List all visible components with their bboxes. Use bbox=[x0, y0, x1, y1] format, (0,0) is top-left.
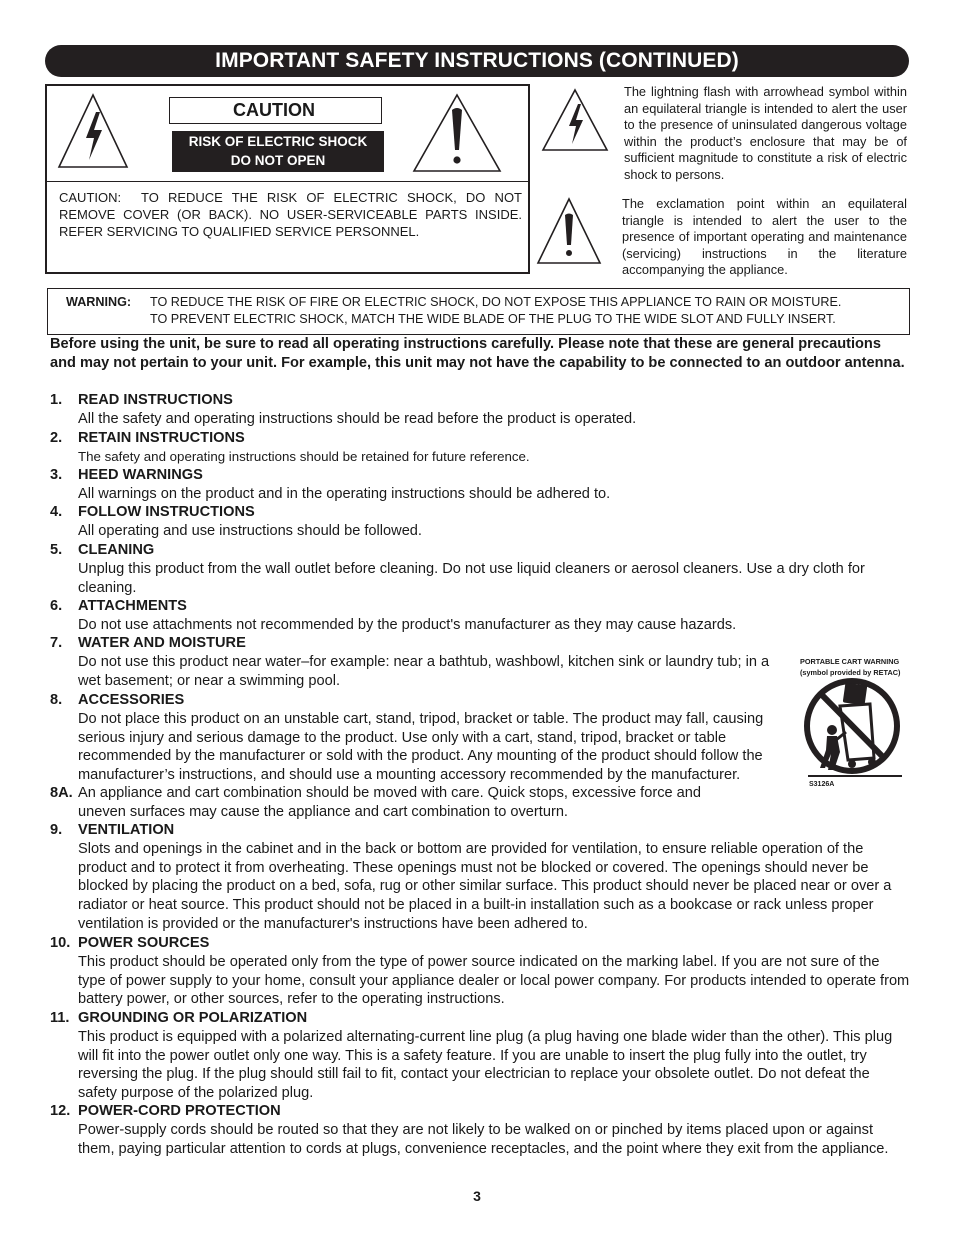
caution-label: CAUTION bbox=[169, 97, 382, 124]
warning-lines bbox=[150, 294, 910, 328]
list-item bbox=[50, 466, 910, 504]
exclamation-warning-icon bbox=[411, 92, 503, 174]
list-item bbox=[50, 821, 910, 934]
item-heading: HEED WARNINGS bbox=[78, 467, 203, 483]
list-item bbox=[50, 1009, 910, 1103]
cart-tipping-icon bbox=[800, 678, 904, 782]
caution-text-lead: CAUTION: bbox=[59, 190, 122, 205]
list-item bbox=[50, 597, 910, 635]
warning-label: WARNING: bbox=[66, 295, 132, 309]
item-number: 8A. bbox=[50, 785, 73, 801]
item-heading: RETAIN INSTRUCTIONS bbox=[78, 430, 245, 446]
shock-banner-line2: DO NOT OPEN bbox=[230, 153, 326, 168]
item-heading: CLEANING bbox=[78, 542, 155, 558]
warning-line-1: TO REDUCE THE RISK OF FIRE OR ELECTRIC SHOCK, DO NOT EXPOSE THIS APPLIANCE TO RAIN OR MOISTURE. bbox=[150, 295, 842, 309]
item-body: An appliance and cart combination should be moved with care. Quick stops, excessive force and uneven surfaces may cause the appliance and cart combination to overturn. bbox=[78, 785, 702, 820]
item-heading: FOLLOW INSTRUCTIONS bbox=[78, 504, 255, 520]
item-number: 5. bbox=[50, 542, 63, 558]
shock-banner bbox=[172, 131, 384, 172]
item-body: This product is equipped with a polarized alternating-current line plug (a plug having one blade wider than the other). This plug will fit into the power outlet only one way. This is a safety feature. If you are unable to insert the plug fully into the outlet, try reversing the plug. If the plug should still fail to fit, contact your electrician to replace your obsolete outlet. Do not defeat the safety purpose of the polarized plug. bbox=[78, 1028, 893, 1102]
item-number: 12. bbox=[50, 1103, 71, 1119]
item-number: 1. bbox=[50, 392, 63, 408]
item-number: 8. bbox=[50, 692, 63, 708]
item-body: All operating and use instructions should be followed. bbox=[78, 522, 422, 539]
item-body: Do not place this product on an unstable cart, stand, tripod, bracket or table. The product may fall, causing serious injury and serious damage to the product. Use only with a cart, stand, tripod, bracket or table recommended by the manufacturer or sold with the product. Any mounting of the product should follow the manufacturer’s instructions, and should use a mounting accessory recommended by the manufacturer. bbox=[78, 710, 764, 784]
item-heading: ATTACHMENTS bbox=[78, 598, 187, 614]
caution-box bbox=[45, 84, 530, 274]
lightning-symbol-text: The lightning flash with arrowhead symbol within an equilateral triangle is intended to alert the user to the presence of uninsulated dangerous voltage within the product’s enclosure that may be of sufficient magnitude to constitute a risk of electric shock to persons. bbox=[624, 84, 907, 182]
item-heading: VENTILATION bbox=[78, 822, 175, 838]
item-body: Power-supply cords should be routed so that they are not likely to be walked on or pinched by items placed upon or against them, paying particular attention to cords at plugs, convenience receptacles, and the point where they exit from the appliance. bbox=[78, 1121, 889, 1157]
list-item bbox=[50, 429, 910, 467]
warning-box bbox=[47, 288, 910, 335]
item-number: 11. bbox=[50, 1010, 70, 1026]
lightning-warning-icon bbox=[56, 92, 130, 170]
list-item bbox=[50, 634, 790, 690]
caution-text-body: TO REDUCE THE RISK OF ELECTRIC SHOCK, DO NOT REMOVE COVER (OR BACK). NO USER-SERVICEABLE PARTS INSIDE. REFER SERVICING TO QUALIFIED SERVICE PERSONNEL. bbox=[59, 190, 522, 239]
shock-banner-line1: RISK OF ELECTRIC SHOCK bbox=[188, 134, 368, 149]
cart-warning-code: S3126A bbox=[809, 781, 835, 788]
item-heading: GROUNDING OR POLARIZATION bbox=[78, 1010, 308, 1026]
cart-caption-line2: (symbol provided by RETAC) bbox=[800, 668, 901, 677]
list-item bbox=[50, 1102, 910, 1158]
list-item bbox=[50, 691, 792, 785]
item-heading: WATER AND MOISTURE bbox=[78, 635, 246, 651]
list-item bbox=[50, 391, 910, 429]
item-heading: READ INSTRUCTIONS bbox=[78, 392, 233, 408]
cart-warning-caption bbox=[800, 656, 900, 678]
item-body: All warnings on the product and in the operating instructions should be adhered to. bbox=[78, 485, 611, 502]
item-heading: ACCESSORIES bbox=[78, 692, 185, 708]
item-number: 9. bbox=[50, 822, 63, 838]
list-item bbox=[50, 503, 910, 541]
warning-line-2: TO PREVENT ELECTRIC SHOCK, MATCH THE WIDE BLADE OF THE PLUG TO THE WIDE SLOT AND FULLY INSERT. bbox=[150, 312, 836, 326]
caution-text bbox=[59, 189, 522, 240]
item-body: Unplug this product from the wall outlet before cleaning. Do not use liquid cleaners or aerosol cleaners. Use a dry cloth for cleaning. bbox=[78, 560, 865, 596]
list-item bbox=[50, 934, 910, 1009]
item-heading: POWER SOURCES bbox=[78, 935, 210, 951]
list-item bbox=[50, 541, 910, 597]
item-heading: POWER-CORD PROTECTION bbox=[78, 1103, 281, 1119]
item-number: 2. bbox=[50, 430, 63, 446]
item-number: 3. bbox=[50, 467, 63, 483]
item-number: 6. bbox=[50, 598, 63, 614]
item-body: Do not use this product near water–for example: near a bathtub, washbowl, kitchen sink or laundry tub; in a wet basement; or near a swimming pool. bbox=[78, 653, 770, 689]
item-body: This product should be operated only from the type of power source indicated on the marking label. If you are not sure of the type of power supply to your home, consult your appliance dealer or local power company. For products intended to operate from battery power, or other sources, refer to the operating instructions. bbox=[78, 953, 910, 1008]
item-body: Slots and openings in the cabinet and in the back or bottom are provided for ventilation, to ensure reliable operation of the product and to protect it from overheating. These openings must not be blocked or covered. The openings should never be blocked by placing the product on a bed, sofa, rug or other similar surface. This product should never be placed near or over a radiator or heat source. This product should not be placed in a built-in installation such as a bookcase or rack unless proper ventilation is provided or the manufacturer's instructions have been adhered to. bbox=[78, 840, 892, 932]
item-number: 4. bbox=[50, 504, 63, 520]
exclamation-symbol-text: The exclamation point within an equilateral triangle is intended to alert the user to the presence of important operating and maintenance (servicing) instructions in the literature accompanying the appliance. bbox=[622, 196, 907, 278]
page-title: IMPORTANT SAFETY INSTRUCTIONS (CONTINUED) bbox=[45, 45, 909, 77]
lightning-symbol-icon bbox=[541, 88, 609, 152]
intro-paragraph: Before using the unit, be sure to read all operating instructions carefully. Please note that these are general precautions and may not pertain to your unit. For example, this unit may not have the capability to be connected to an outdoor antenna. bbox=[50, 336, 905, 371]
page-number: 3 bbox=[473, 1188, 481, 1204]
list-item bbox=[50, 784, 750, 822]
caution-divider bbox=[47, 181, 528, 182]
item-number: 7. bbox=[50, 635, 63, 651]
item-body: Do not use attachments not recommended by the product's manufacturer as they may cause hazards. bbox=[78, 616, 737, 633]
item-body: The safety and operating instructions should be retained for future reference. bbox=[78, 448, 530, 464]
item-number: 10. bbox=[50, 935, 71, 951]
item-body: All the safety and operating instructions should be read before the product is operated. bbox=[78, 410, 637, 427]
cart-caption-line1: PORTABLE CART WARNING bbox=[800, 657, 900, 666]
exclamation-symbol-icon bbox=[536, 197, 602, 265]
